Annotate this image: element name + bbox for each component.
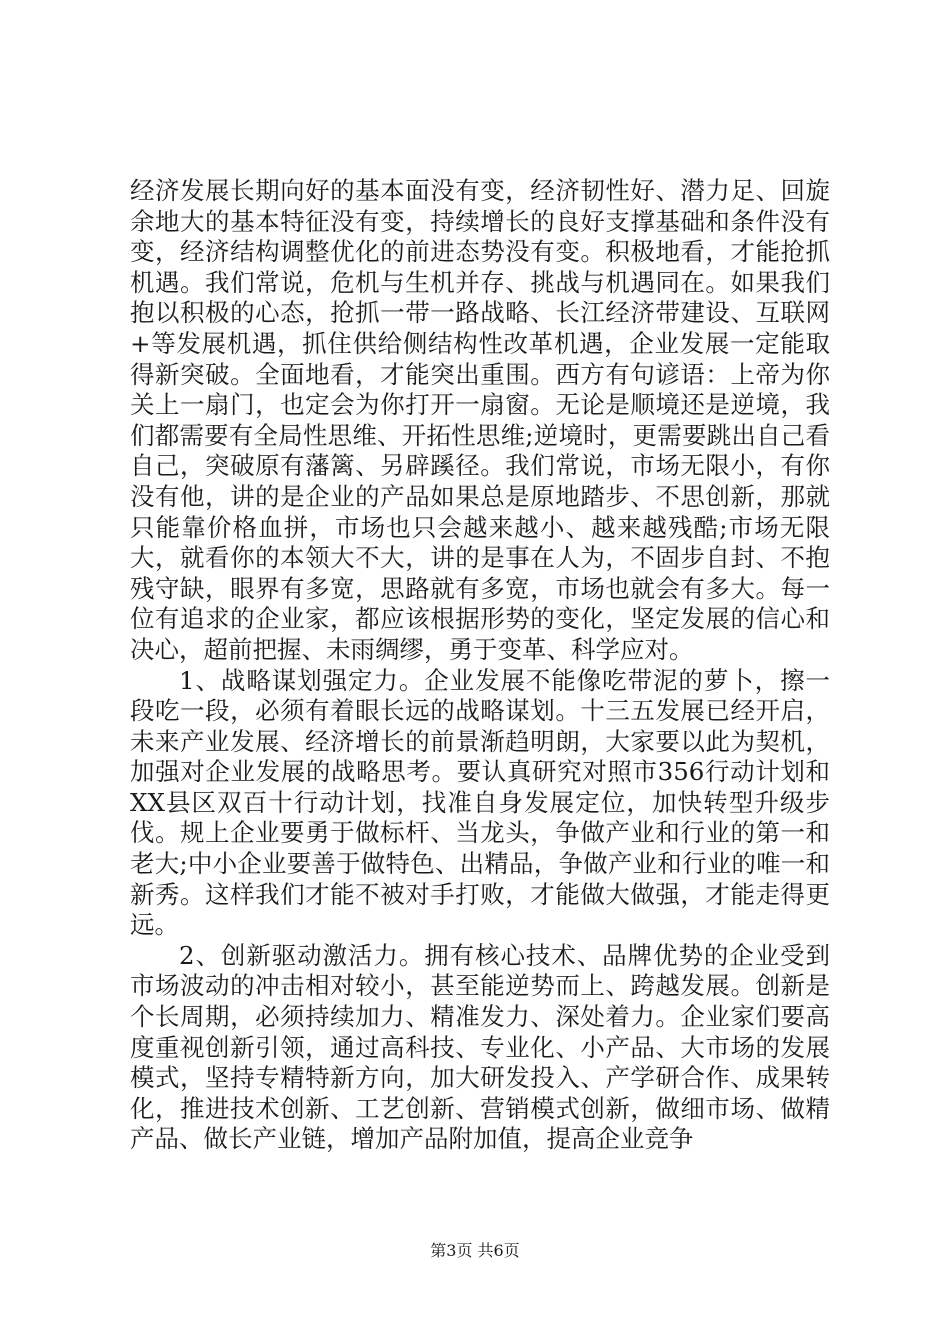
paragraph-continuation: 经济发展长期向好的基本面没有变，经济韧性好、潜力足、回旋余地大的基本特征没有变，持续增长的良好支撑基础和条件没有变，经济结构调整优化的前进态势没有变。积极地看，才能抢抓机遇。我们常说，危机与生机并存、挑战与机遇同在。如果我们抱以积极的心态，抢抓一带一路战略、长江经济带建设、互联网+等发展机遇，抓住供给侧结构性改革机遇，企业发展一定能取得新突破。全面地看，才能突出重围。西方有句谚语：上帝为你关上一扇门，也定会为你打开一扇窗。无论是顺境还是逆境，我们都需要有全局性思维、开拓性思维;逆境时，更需要跳出自己看自己，突破原有藩篱、另辟蹊径。我们常说，市场无限小，有你没有他，讲的是企业的产品如果总是原地踏步、不思创新，那就只能靠价格血拼，市场也只会越来越小、越来越残酷;市场无限大，就看你的本领大不大，讲的是事在人为，不固步自封、不抱残守缺，眼界有多宽，思路就有多宽，市场也就会有多大。每一位有追求的企业家，都应该根据形势的变化，坚定发展的信心和决心，超前把握、未雨绸缪，勇于变革、科学应对。: [130, 176, 830, 664]
document-body: [130, 176, 830, 1155]
page-number-footer: 第3页 共6页: [430, 1241, 520, 1260]
paragraph-strategy: 1、战略谋划强定力。企业发展不能像吃带泥的萝卜，擦一段吃一段，必须有着眼长远的战略谋划。十三五发展已经开启，未来产业发展、经济增长的前景渐趋明朗，大家要以此为契机，加强对企业发展的战略思考。要认真研究对照市356行动计划和XX县区双百十行动计划，找准自身发展定位，加快转型升级步伐。规上企业要勇于做标杆、当龙头，争做产业和行业的第一和老大;中小企业要善于做特色、出精品，争做产业和行业的唯一和新秀。这样我们才能不被对手打败，才能做大做强，才能走得更远。: [130, 665, 830, 940]
paragraph-innovation: 2、创新驱动激活力。拥有核心技术、品牌优势的企业受到市场波动的冲击相对较小，甚至能逆势而上、跨越发展。创新是个长周期，必须持续加力、精准发力、深处着力。企业家们要高度重视创新引领，通过高科技、专业化、小产品、大市场的发展模式，坚持专精特新方向，加大研发投入、产学研合作、成果转化，推进技术创新、工艺创新、营销模式创新，做细市场、做精产品、做长产业链，增加产品附加值，提高企业竞争: [130, 940, 830, 1154]
